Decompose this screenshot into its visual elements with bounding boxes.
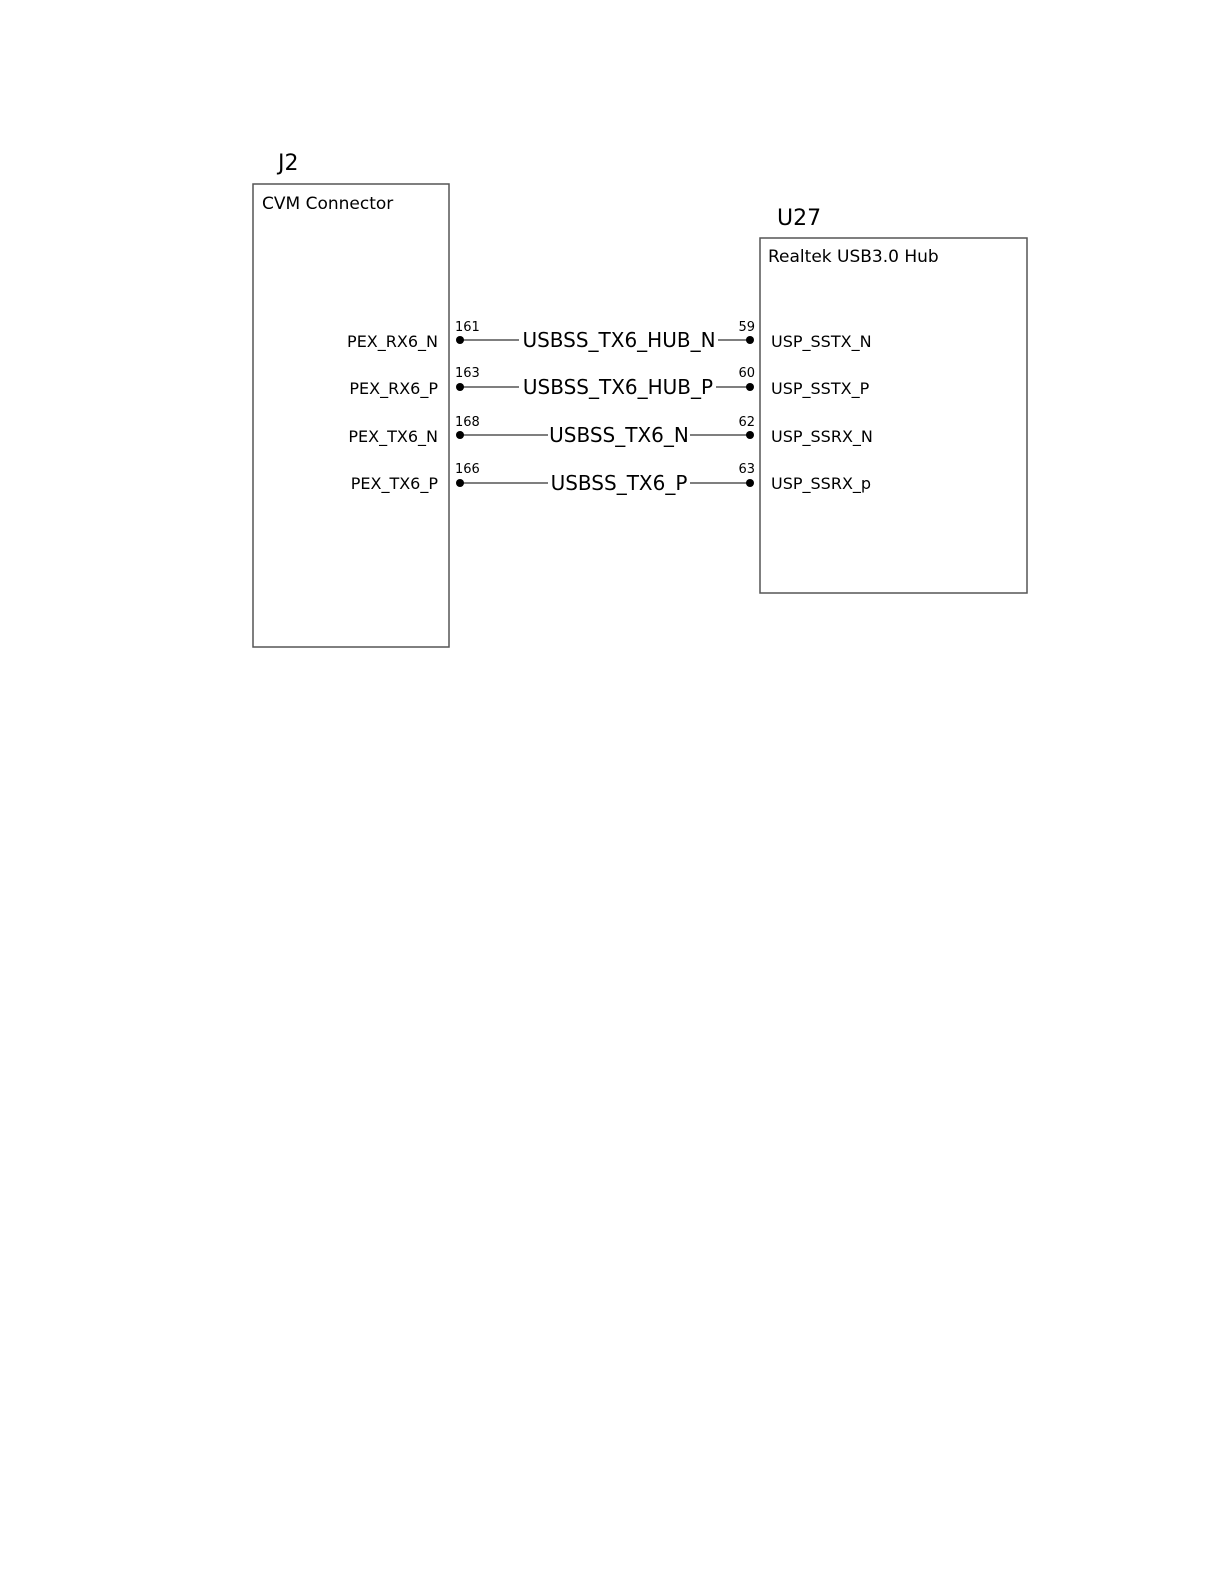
junction-dot [746,383,754,391]
left-pin-number: 161 [455,320,480,335]
connector-ref-label: J2 [278,151,299,176]
right-pin-number: 63 [738,462,755,477]
hub-pin-label: USP_SSRX_N [771,427,873,446]
hub-ref-label: U27 [777,206,822,231]
left-pin-number: 166 [455,462,480,477]
net-connection [455,415,755,447]
left-pin-number: 168 [455,415,480,430]
connector-pin-label: PEX_TX6_N [348,427,438,446]
hub-part-label: Realtek USB3.0 Hub [768,247,939,267]
hub-pin-label: USP_SSTX_N [771,332,872,351]
junction-dot [456,479,464,487]
connector-pin-label: PEX_TX6_P [350,474,438,493]
net-name-label: USBSS_TX6_N [549,423,689,447]
connector-pin-label: PEX_RX6_P [349,379,438,398]
net-name-label: USBSS_TX6_P [550,471,688,495]
hub-pin-label: USP_SSRX_p [771,474,872,493]
junction-dot [746,431,754,439]
connector-part-label: CVM Connector [262,194,394,214]
right-pin-number: 62 [738,415,755,430]
hub-box [760,238,1027,593]
hub-pin-label: USP_SSTX_P [771,379,870,398]
net-connection [455,366,755,399]
right-pin-number: 60 [738,366,755,381]
net-name-label: USBSS_TX6_HUB_N [522,328,716,352]
connector-pin-label: PEX_RX6_N [347,332,438,351]
junction-dot [456,431,464,439]
junction-dot [746,336,754,344]
left-pin-number: 163 [455,366,480,381]
junction-dot [746,479,754,487]
net-connection [455,462,755,495]
junction-dot [456,336,464,344]
net-name-label: USBSS_TX6_HUB_P [522,375,714,399]
net-connection [455,320,755,352]
right-pin-number: 59 [738,320,755,335]
connector-box [253,184,449,647]
junction-dot [456,383,464,391]
